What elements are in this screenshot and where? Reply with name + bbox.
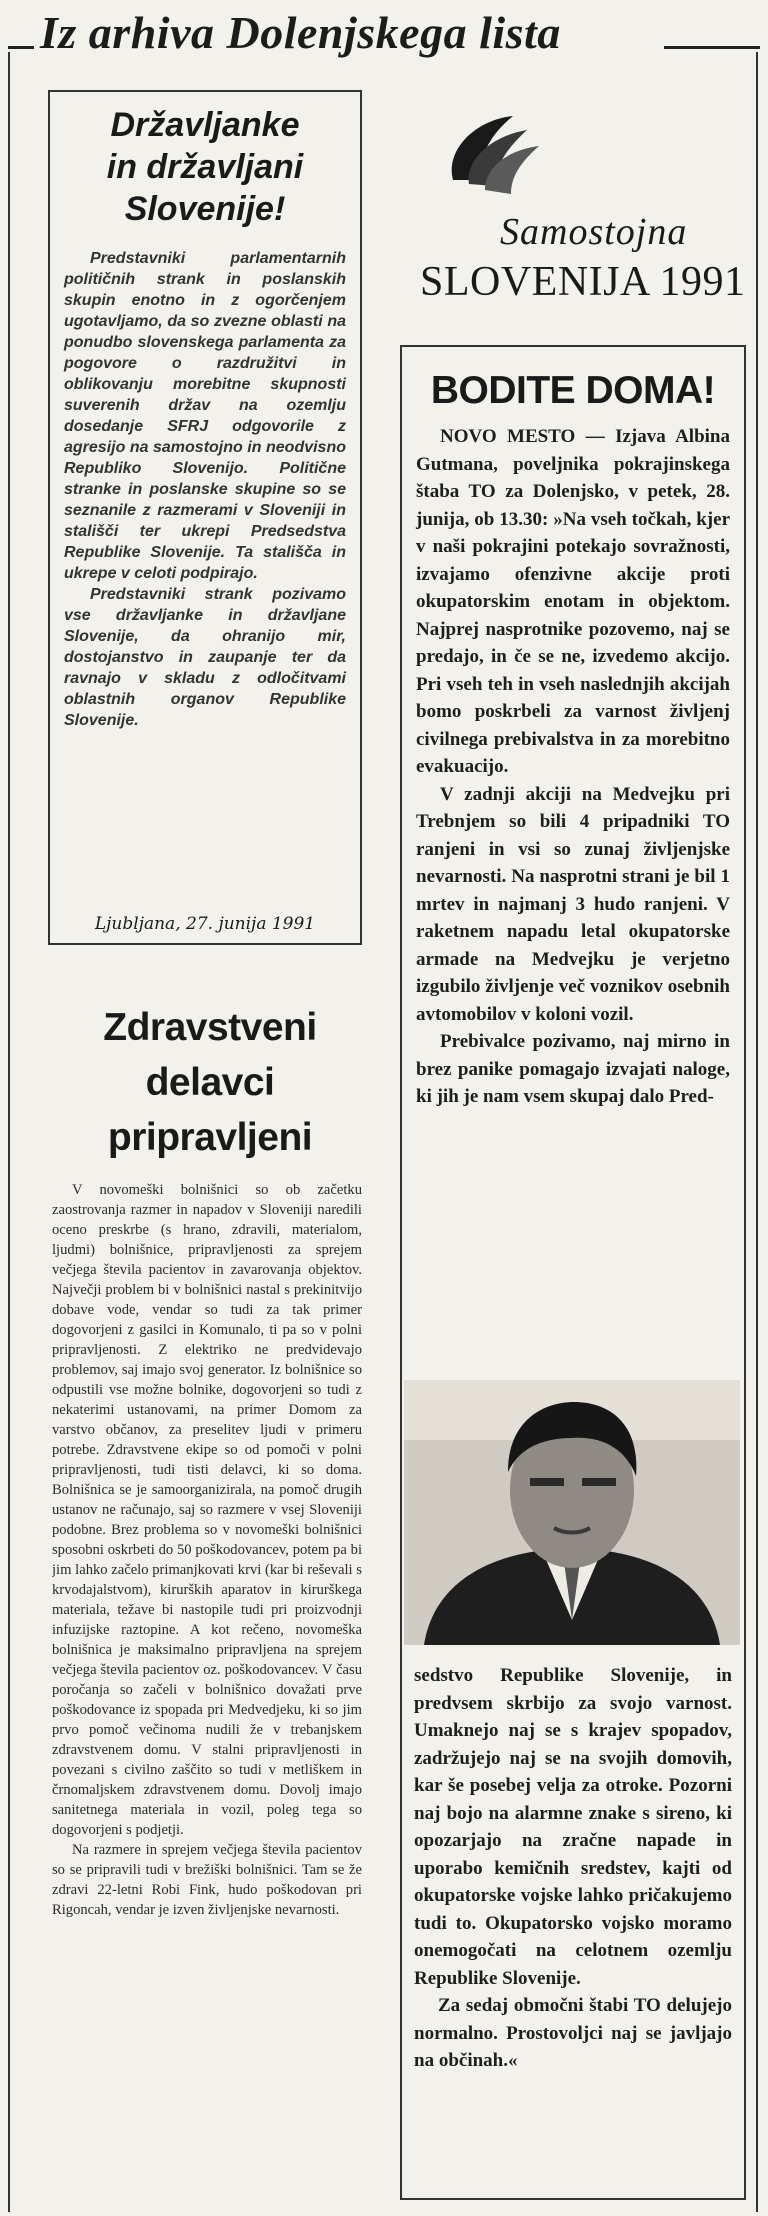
health-title (60, 1000, 360, 1165)
health-body (52, 1180, 362, 2200)
header-rule-left (8, 46, 34, 49)
samostojna-slovenija-logo (420, 110, 750, 325)
health-paragraph: Na razmere in sprejem večjega števila pacientov so se pripravili tudi v brežiški bolnišnici. Tam se že zdravi 22-letni Robi Fink, hudo poškodovan pri Rigoncah, vendar je izven življenjske nevarnosti. (52, 1842, 362, 1918)
declaration-paragraph: Predstavniki strank pozivamo vse državljanke in državljane Slovenije, da ohranijo mir, dostojanstvo in zaupanje ter da ravnajo v skladu z odločitvami oblastnih organov Republike Slovenije. (64, 586, 346, 729)
declaration-title-line: in državljani (106, 148, 304, 186)
declaration-box (48, 90, 362, 945)
appeal-continuation (414, 1662, 732, 2075)
declaration-place-date: Ljubljana, 27. junija 1991 (50, 905, 360, 945)
appeal-paragraph: NOVO MESTO — Izjava Albina Gutmana, poveljnika pokrajinskega štaba TO za Dolenjsko, v petek, 28. junija, ob 13.30: »Na vseh točkah, kjer v naši pokrajini potekajo sovražnosti, izvajamo ofenzivne akcije proti okupatorskim enotam in objektom. Najprej nasprotnike pozovemo, naj se predajo, in če se ne, izvedemo akcijo. Pri vseh teh in vseh naslednjih akcijah bomo poskrbeli za varnost življenj civilnega prebivalstva in za morebitno evakuacijo. (416, 426, 730, 777)
health-title-line: pripravljeni (107, 1116, 313, 1159)
portrait-figure-icon (404, 1380, 740, 1645)
appeal-paragraph: sedstvo Republike Slovenije, in predvsem skrbijo za svojo varnost. Umaknejo naj se s krajev spopadov, zadržujejo naj se na svojih domovih, kar še posebej velja za otroke. Pozorni naj bojo na alarmne znake s sireno, ki opozarjajo na zračne napade in uporabo kemičnih sredstev, kajti od okupatorske vojske lahko pričakujemo tudi to. Okupatorsko vojsko moramo onemogočati na celotnem ozemlju Republike Slovenije. (414, 1665, 732, 1989)
appeal-paragraph: Prebivalce pozivamo, naj mirno in brez panike pomagajo izvajati naloge, ki jih je nam vsem skupaj dalo Pred- (416, 1031, 730, 1107)
header-rule-right (664, 46, 760, 49)
declaration-paragraph: Predstavniki parlamentarnih političnih strank in poslanskih skupin enotno in z ogorčenjem ugotavljamo, da so zvezne oblasti na ponudbo slovenskega parlamenta za pogovore o razdružitvi in oblikovanju morebitne skupnosti suverenih držav na ozemlju dosedanje SFRJ odgovorile z agresijo na samostojno in neodvisno Republiko Slovenijo. Politične stranke in poslanske skupine so se seznanile z razmerami v Sloveniji in stališči ter ukrepi Predsedstva Republike Slovenije. Ta stališča in ukrepe v celoti podpirajo. (64, 250, 346, 582)
appeal-paragraph: Za sedaj območni štabi TO delujejo normalno. Prostovoljci naj se javljajo na občinah.« (414, 1995, 732, 2071)
appeal-paragraph: V zadnji akciji na Medvejku pri Trebnjem so bili 4 pripadniki TO ranjeni in vsi so zunaj življenjske nevarnosti. Na nasprotni strani je bil 1 mrtev in najmanj 3 hudo ranjeni. V raketnem napadu letal okupatorske armade na Medvejku je verjetno izgubilo življenje več voznikov osebnih avtomobilov v koloni vozil. (416, 783, 730, 1025)
health-paragraph: V novomeški bolnišnici so ob začetku zaostrovanja razmer in napadov v Sloveniji naredili oceno preskrbe (s hrano, zdravili, materialom, ljudmi) bolnišnice, pripravljenosti za sprejem večjega števila pacientov in zavarovanja objektov. Največji problem bi v bolnišnici nastal s prekinitvijo dobave vode, vendar so tudi za tak primer dogovorjeni z gasilci in Komunalo, ti pa so v polni pripravljenosti. Z elektriko ne predvidevajo problemov, saj imajo svoj generator. Iz bolnišnice so odpustili vse možne bolnike, dogovorjeni so tudi z nekaterimi ustanovami, na primer Domom za varstvo občanov, za preselitev ljudi v primeru potrebe. Zdravstvene ekipe so od pomoči v polni pripravljenosti, tudi tisti delavci, ki so doma. Bolnišnica se je samoorganizirala, na pomoč drugih ustanov ne računajo, saj so razmere v vsej Sloveniji podobne. Brez problema so v novomeški bolnišnici sposobni oskrbeti do 50 poškodovancev, potem pa bi jim lahko začelo primanjkovati krvi (kar bi reševali s krvodajalstvom), kirurških aparatov in kirurškega materiala, težave bi nastopile tudi pri proizvodnji infuzijske raztopine. A kot rečeno, novomeška bolnišnica je maksimalno pripravljena na sprejem večjega števila pacientov oz. poškodovancev. V času poročanja so začeli v bolnišnico dovažati prve poškodovance iz spopada pri Medvedjeku, ki so jim prvo pomoč večinoma nudili že v trebanjskem zdravstvenem domu. V stalni pripravljenosti in povezani s civilno zaščito so tudi v metliškem in črnomaljskem zdravstvenem domu. Dovolj imajo sanitetnega materiala in vozil, poleg tega so dogovorjeni s podjetji. (52, 1182, 362, 1838)
portrait-photo (404, 1380, 740, 1645)
appeal-title: BODITE DOMA! (430, 369, 716, 412)
logo-line-samostojna: Samostojna (500, 211, 688, 253)
declaration-title (64, 104, 346, 230)
logo-line-slovenija: SLOVENIJA 1991 (420, 259, 746, 305)
declaration-title-line: Slovenije! (124, 190, 286, 228)
health-title-line: delavci (145, 1061, 275, 1104)
health-title-line: Zdravstveni (103, 1006, 317, 1049)
declaration-title-line: Državljanke (110, 106, 300, 144)
page-title: Iz arhiva Dolenjskega lista (40, 7, 561, 58)
